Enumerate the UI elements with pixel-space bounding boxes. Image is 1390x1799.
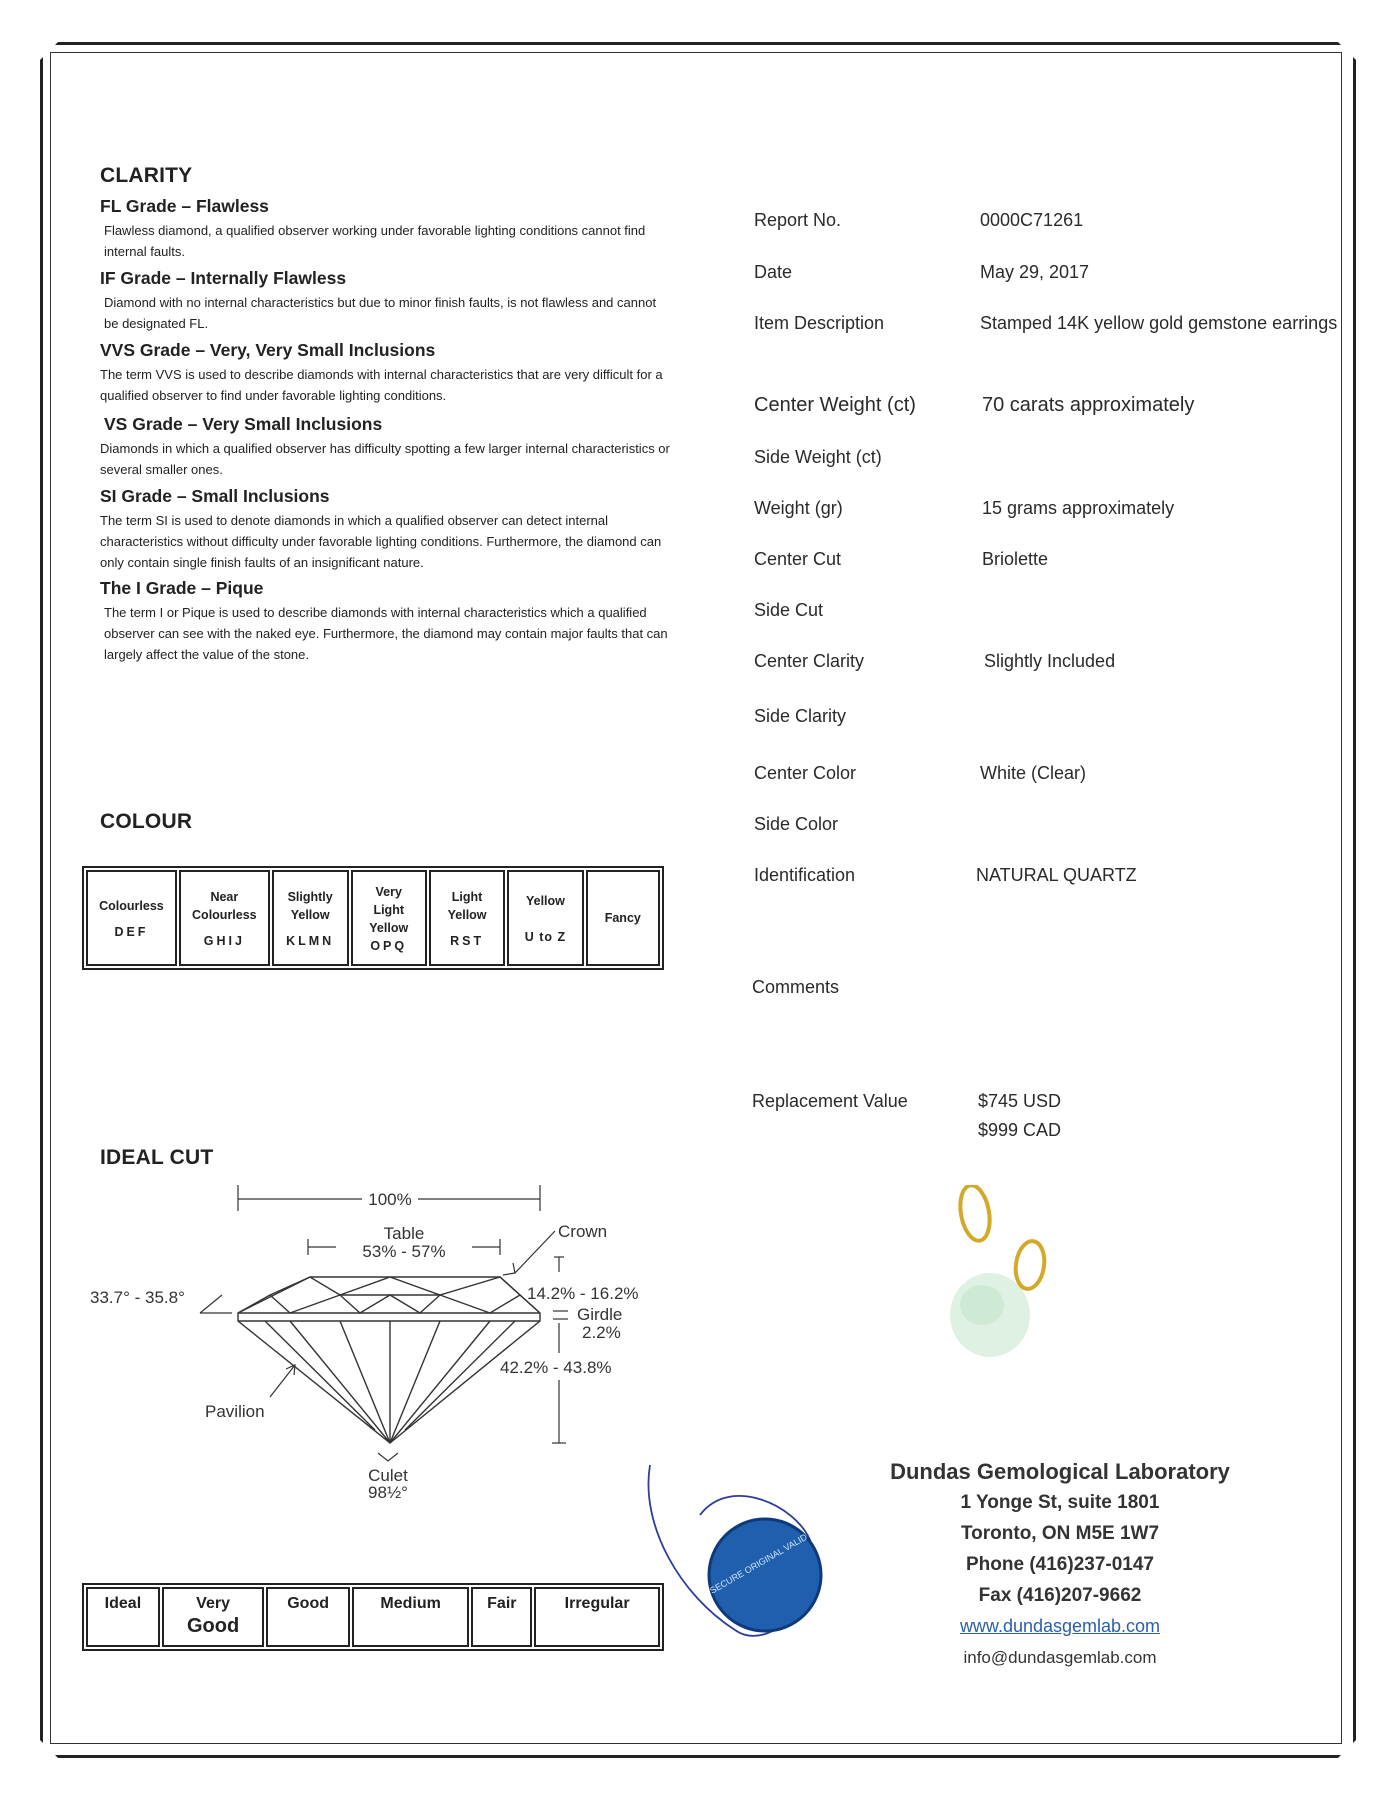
label-crown: Crown <box>558 1222 608 1241</box>
diagram-labels <box>90 1190 639 1502</box>
grade-description: Diamond with no internal characteristics but due to minor finish faults, is not flawless and cannot be designated FL. <box>104 295 657 331</box>
colour-cell-light-yellow <box>429 870 505 966</box>
cut-cell-fair <box>471 1587 532 1647</box>
center-color-label: Center Color <box>754 763 857 783</box>
stone-highlight <box>960 1285 1004 1325</box>
colour-name: Yellow <box>447 908 487 922</box>
center-weight-label: Center Weight (ct) <box>754 394 916 416</box>
center-cut-label: Center Cut <box>754 549 842 569</box>
center-clarity-value: Slightly Included <box>984 651 1116 671</box>
lab-email[interactable]: info@dundasgemlab.com <box>963 1648 1157 1667</box>
item-description-label: Item Description <box>754 313 885 333</box>
grade-description: The term I or Pique is used to describe diamonds with internal characteristics which a qualified observer can see with the naked eye. Furthermore, the diamond may contain major faults that can largely affect the value of the stone. <box>104 605 668 662</box>
gold-hoop-left <box>956 1185 993 1243</box>
grade-title: IF Grade – Internally Flawless <box>100 268 347 288</box>
colour-name: Near <box>210 890 239 904</box>
lab-address-line2: Toronto, ON M5E 1W7 <box>960 1523 1160 1544</box>
grade-title: VVS Grade – Very, Very Small Inclusions <box>100 340 436 360</box>
signature-and-seal <box>640 1455 870 1685</box>
diamond-outline <box>238 1277 540 1443</box>
grade-title: FL Grade – Flawless <box>100 196 269 216</box>
label-crown-height: 14.2% - 16.2% <box>527 1284 639 1303</box>
earrings-photo <box>930 1185 1090 1365</box>
colour-letters: U to Z <box>524 930 567 944</box>
replacement-value-label: Replacement Value <box>752 1091 908 1111</box>
seal-text: SECURE ORIGINAL VALID <box>708 1531 809 1596</box>
cut-cell-good <box>266 1587 349 1647</box>
label-pavilion-depth: 42.2% - 43.8% <box>500 1358 612 1377</box>
colour-cell-near-colourless <box>179 870 270 966</box>
identification-label: Identification <box>754 865 856 885</box>
lab-address-line1: 1 Yonge St, suite 1801 <box>960 1492 1160 1513</box>
cut-grade-name: Irregular <box>564 1595 630 1612</box>
colour-cell-very-light-yellow <box>351 870 427 966</box>
item-description-value: Stamped 14K yellow gold gemstone earrings <box>980 313 1338 333</box>
clarity-grade-vvs <box>100 340 674 414</box>
gold-hoop-right <box>1013 1239 1047 1290</box>
date-value: May 29, 2017 <box>980 262 1090 282</box>
ideal-cut-title: IDEAL CUT <box>100 1146 214 1169</box>
cut-grade-name: Fair <box>487 1595 517 1612</box>
label-crown-angle: 33.7° - 35.8° <box>90 1288 185 1307</box>
colour-name: Light <box>373 903 404 917</box>
colour-letters: OPQ <box>370 939 408 953</box>
colour-letters: DEF <box>114 925 149 939</box>
lab-fax: Fax (416)207-9662 <box>978 1585 1142 1606</box>
label-girdle-value: 2.2% <box>582 1323 621 1342</box>
colour-name: Yellow <box>290 908 330 922</box>
colour-letters: GHIJ <box>203 934 245 948</box>
label-culet-angle: 98½° <box>368 1483 408 1502</box>
grade-description: The term SI is used to denote diamonds in which a qualified observer can detect internal characteristics without difficulty under favorable lighting conditions. Furthermore, the diamond can only contain single finish faults of an insignificant nature. <box>100 513 662 570</box>
colour-letters: RST <box>450 934 485 948</box>
grade-title: VS Grade – Very Small Inclusions <box>104 414 383 434</box>
colour-cell-colourless <box>86 870 177 966</box>
clarity-grade-vs <box>100 414 674 486</box>
weight-gr-value: 15 grams approximately <box>982 498 1175 518</box>
cut-grade-selected: Good <box>186 1615 240 1637</box>
center-clarity-label: Center Clarity <box>754 651 865 671</box>
colour-name: Colourless <box>99 899 164 913</box>
clarity-grade-si <box>100 486 674 578</box>
colour-cell-fancy <box>586 870 660 966</box>
cut-grade-name: Very <box>196 1595 230 1612</box>
clarity-grade-list <box>100 196 674 670</box>
lab-phone: Phone (416)237-0147 <box>966 1554 1154 1575</box>
comments-label: Comments <box>752 977 840 997</box>
replacement-usd: $745 USD <box>978 1091 1062 1111</box>
cut-cell-very-good <box>162 1587 265 1647</box>
colour-name: Yellow <box>369 921 409 935</box>
lab-name: Dundas Gemological Laboratory <box>890 1459 1230 1484</box>
replacement-cad: $999 CAD <box>978 1120 1062 1140</box>
side-cut-label: Side Cut <box>754 600 824 620</box>
cut-grade-name: Good <box>287 1595 329 1612</box>
colour-name: Very <box>375 885 402 899</box>
grade-description: The term VVS is used to describe diamonds with internal characteristics that are very difficult for a qualified observer to find under favorable lighting conditions. <box>100 367 663 403</box>
colour-cell-slightly-yellow <box>272 870 349 966</box>
colour-name: Colourless <box>192 908 257 922</box>
report-no-label: Report No. <box>754 210 842 230</box>
side-clarity-label: Side Clarity <box>754 706 847 726</box>
side-weight-label: Side Weight (ct) <box>754 447 882 467</box>
grade-description: Diamonds in which a qualified observer has difficulty spotting a few larger internal characteristics or several smaller ones. <box>100 441 670 477</box>
colour-name: Slightly <box>287 890 333 904</box>
lab-contact-block <box>840 1456 1280 1673</box>
cut-grade-table <box>82 1583 664 1651</box>
cut-grade-name: Medium <box>380 1595 441 1612</box>
colour-letters: KLMN <box>286 934 335 948</box>
cut-cell-medium <box>352 1587 470 1647</box>
center-weight-value: 70 carats approximately <box>982 394 1195 416</box>
clarity-title: CLARITY <box>100 164 193 187</box>
colour-name: Yellow <box>525 894 565 908</box>
date-label: Date <box>754 262 793 282</box>
label-pavilion: Pavilion <box>205 1402 265 1421</box>
cut-grade-name: Ideal <box>104 1595 142 1612</box>
clarity-grade-fl <box>100 196 674 268</box>
colour-name: Fancy <box>604 911 641 925</box>
center-cut-value: Briolette <box>982 549 1049 569</box>
cut-cell-ideal <box>86 1587 160 1647</box>
identification-value: NATURAL QUARTZ <box>976 865 1137 885</box>
report-no-value: 0000C71261 <box>980 210 1084 230</box>
colour-scale-table <box>82 866 664 970</box>
center-color-value: White (Clear) <box>980 763 1087 783</box>
label-total: 100% <box>368 1190 412 1209</box>
weight-gr-label: Weight (gr) <box>754 498 843 518</box>
lab-website-link[interactable]: www.dundasgemlab.com <box>959 1616 1161 1636</box>
label-girdle: Girdle <box>577 1305 623 1324</box>
clarity-grade-if <box>100 268 674 340</box>
grade-title: SI Grade – Small Inclusions <box>100 486 330 506</box>
side-color-label: Side Color <box>754 814 839 834</box>
label-table-range: 53% - 57% <box>362 1242 446 1261</box>
label-culet: Culet <box>368 1466 408 1485</box>
colour-name: Light <box>451 890 483 904</box>
colour-cell-yellow <box>507 870 583 966</box>
grade-title: The I Grade – Pique <box>100 578 264 598</box>
colour-title: COLOUR <box>100 810 193 833</box>
clarity-grade-i <box>100 578 674 670</box>
label-table: Table <box>383 1224 425 1243</box>
grade-description: Flawless diamond, a qualified observer working under favorable lighting conditions cannot find internal faults. <box>104 223 646 259</box>
diamond-proportions-diagram <box>90 1175 670 1505</box>
